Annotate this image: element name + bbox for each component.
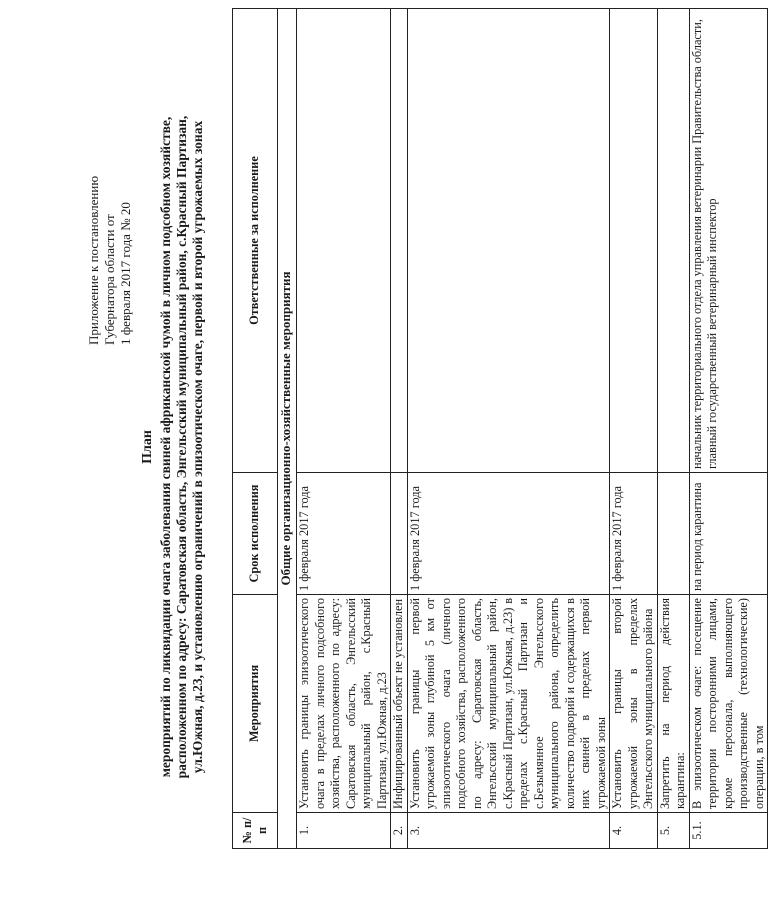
table-row [689,9,768,849]
row-responsible [407,9,610,473]
row-num: 2. [391,813,408,849]
title-line-3: ул.Южная, д.23, и установлению ограничений в эпизоотическом очаге, первой и второй угрожаемых зонах [190,120,205,774]
row-measure: Установить границы второй угрожаемой зоны в пределах Энгельсского муниципального района [610,595,658,813]
header-measures: Мероприятия [233,595,278,813]
plan-title [140,17,206,877]
appendix-line-2: Губернатора области от [102,214,117,345]
row-deadline: 1 февраля 2017 года [407,473,610,595]
row-deadline: 1 февраля 2017 года [610,473,658,595]
plan-heading: План [140,430,155,464]
row-measure: Инфицированный объект не установлен [391,595,408,813]
row-deadline [391,473,408,595]
row-measure: В эпизоотическом очаге: посещение территории посторонними лицами, кроме персонала, выполняющего производственные (технологические) операции, в том [689,595,768,813]
row-responsible [657,9,689,473]
header-num: № п/п [233,813,278,849]
appendix-line-1: Приложение к постановлению [86,175,101,345]
header-responsible: Ответственные за исполнение [233,9,278,473]
table-row [407,9,610,849]
row-responsible [391,9,408,473]
row-responsible: начальник территориального отдела управления ветеринарии Правительства области, главный государственный ветеринарный инспектор [689,9,768,473]
section-title: Общие организационно-хозяйственные мероприятия [278,9,297,849]
measures-table [232,8,768,849]
table-row [657,9,689,849]
table-row [297,9,391,849]
row-num: 5. [657,813,689,849]
row-deadline [657,473,689,595]
header-deadline: Срок исполнения [233,473,278,595]
table-row [610,9,658,849]
row-measure: Установить границы эпизоотического очага в пределах личного подсобного хозяйства, расположенного по адресу: Саратовская область, Энгельсский муниципальный район, с.Красный Партизан, ул.Южная, д.23 [297,595,391,813]
appendix-note [86,45,134,345]
row-responsible [297,9,391,473]
table-header-row [233,9,278,849]
title-line-1: мероприятий по ликвидации очага заболевания свиней африканской чумой в личном подсобном хозяйстве, [158,116,173,778]
row-num: 4. [610,813,658,849]
appendix-line-3: 1 февраля 2017 года № 20 [118,202,133,345]
row-num: 1. [297,813,391,849]
row-measure: Запретить на период действия карантина: [657,595,689,813]
title-line-2: расположенном по адресу: Саратовская область, Энгельсский муниципальный район, с.Красный Партизан, [174,115,189,779]
table-row [391,9,408,849]
row-num: 5.1. [689,813,768,849]
row-num: 3. [407,813,610,849]
row-measure: Установить границы первой угрожаемой зоны глубиной 5 км от эпизоотического очага (личного подсобного хозяйства, расположенного по адресу: Саратовская область, Энгельсский муниципальный район, с.Красный Партизан, ул.Южная, д.23) в пределах с.Красный Партизан и с.Безымянное Энгельсского муниципального района, определить количество подворий и содержащихся в них свиней в пределах первой угрожаемой зоны [407,595,610,813]
row-responsible [610,9,658,473]
row-deadline: 1 февраля 2017 года [297,473,391,595]
section-row [278,9,297,849]
row-deadline: на период карантина [689,473,768,595]
